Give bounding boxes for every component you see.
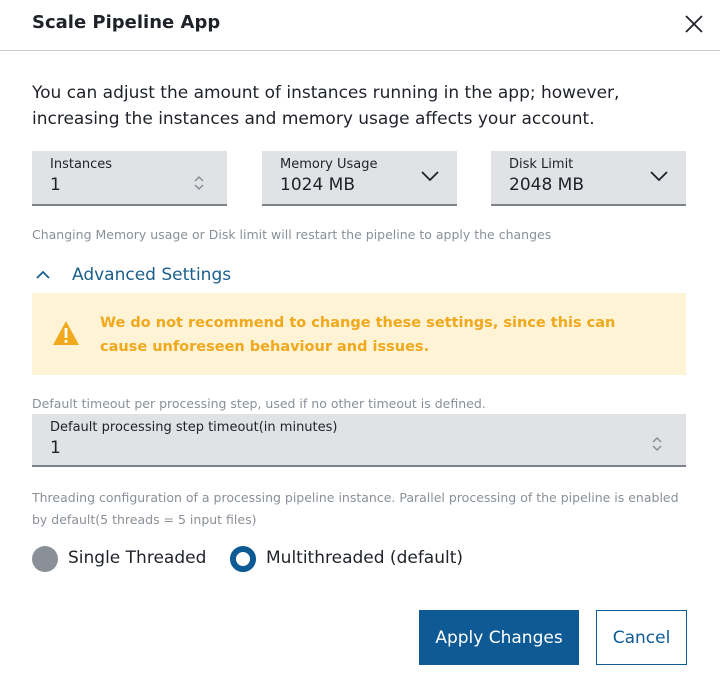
instances-label: Instances [50, 157, 113, 172]
dialog-header [0, 0, 720, 51]
disk-limit-value: 2048 MB [509, 175, 584, 195]
advanced-settings-toggle[interactable] [32, 263, 252, 289]
radio-indicator-unselected [32, 546, 58, 572]
radio-indicator-selected [230, 546, 256, 572]
instances-field[interactable] [32, 151, 227, 206]
stepper-icon[interactable] [192, 173, 206, 193]
disk-limit-label: Disk Limit [509, 157, 574, 172]
warning-banner [32, 293, 686, 375]
instances-value: 1 [50, 175, 61, 195]
memory-usage-label: Memory Usage [280, 157, 378, 172]
threading-hint: Threading configuration of a processing pipeline instance. Parallel processing of the pipeline is enabled by default(5 threads = 5 input files) [32, 490, 679, 527]
radio-multithreaded[interactable] [230, 545, 480, 573]
chevron-up-icon [34, 269, 52, 281]
restart-hint: Changing Memory usage or Disk limit will restart the pipeline to apply the changes [32, 227, 552, 242]
timeout-label: Default processing step timeout(in minutes) [50, 420, 338, 435]
warning-text: We do not recommend to change these settings, since this can cause unforeseen behaviour and issues. [100, 315, 616, 355]
radio-single-threaded[interactable] [32, 545, 217, 573]
memory-usage-select[interactable] [262, 151, 457, 206]
close-icon [682, 12, 706, 36]
chevron-down-icon [420, 169, 440, 183]
close-button[interactable] [682, 12, 706, 36]
stepper-icon[interactable] [650, 434, 664, 454]
advanced-settings-label: Advanced Settings [72, 265, 232, 285]
timeout-input[interactable] [32, 414, 686, 467]
warning-triangle-icon [52, 320, 80, 346]
apply-changes-button[interactable]: Apply Changes [419, 610, 579, 665]
timeout-hint: Default timeout per processing step, used if no other timeout is defined. [32, 396, 486, 411]
dialog-title: Scale Pipeline App [32, 12, 221, 33]
radio-label-single: Single Threaded [68, 548, 207, 568]
timeout-value: 1 [50, 438, 61, 458]
chevron-down-icon [649, 169, 669, 183]
disk-limit-select[interactable] [491, 151, 686, 206]
radio-label-multi: Multithreaded (default) [266, 548, 464, 568]
memory-usage-value: 1024 MB [280, 175, 355, 195]
intro-text: You can adjust the amount of instances running in the app; however, increasing the instances and memory usage affects your account. [32, 83, 620, 129]
cancel-button[interactable]: Cancel [596, 610, 687, 665]
